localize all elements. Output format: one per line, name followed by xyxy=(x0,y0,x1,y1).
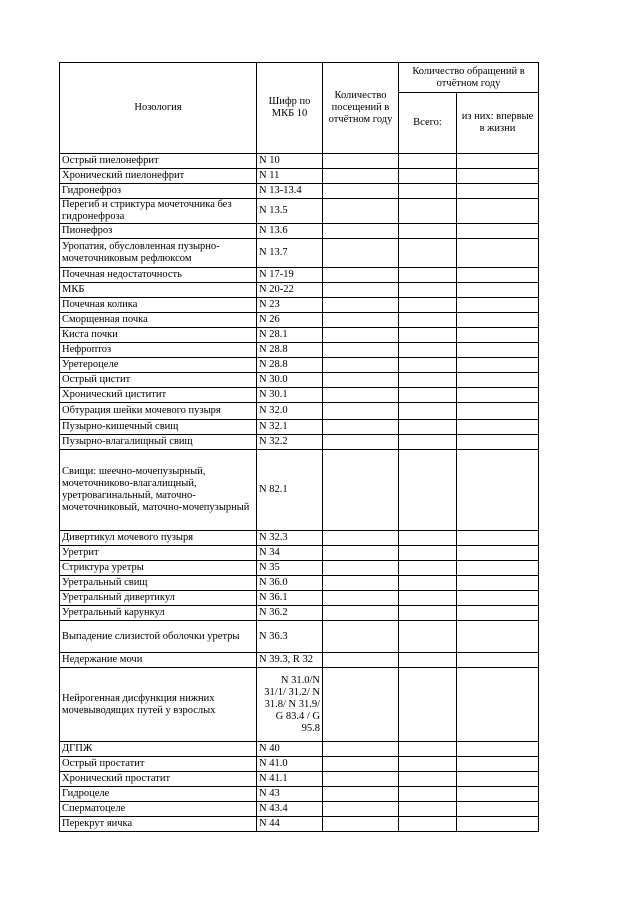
icd-code-cell: N 28.8 xyxy=(257,358,323,373)
appeals-total-cell[interactable] xyxy=(399,561,457,576)
nosology-cell: Уретральный карункул xyxy=(60,606,257,621)
table-row xyxy=(60,199,539,224)
appeals-first-cell[interactable] xyxy=(457,184,539,199)
visits-cell[interactable] xyxy=(323,591,399,606)
appeals-first-cell[interactable] xyxy=(457,546,539,561)
table-row xyxy=(60,343,539,358)
visits-cell[interactable] xyxy=(323,343,399,358)
icd-code-cell: N 32.0 xyxy=(257,403,323,420)
visits-cell[interactable] xyxy=(323,373,399,388)
table-row xyxy=(60,420,539,435)
header-appeals-first: из них: впервые в жизни xyxy=(457,93,539,154)
nosology-cell: Пионефроз xyxy=(60,224,257,239)
appeals-first-cell[interactable] xyxy=(457,343,539,358)
table-row xyxy=(60,373,539,388)
appeals-first-cell[interactable] xyxy=(457,420,539,435)
header-nosology: Нозология xyxy=(60,63,257,154)
visits-cell[interactable] xyxy=(323,199,399,224)
appeals-first-cell[interactable] xyxy=(457,757,539,772)
nosology-cell: Уропатия, обусловленная пузырно-мочеточниковым рефлюксом xyxy=(60,239,257,268)
appeals-total-cell[interactable] xyxy=(399,531,457,546)
appeals-total-cell[interactable] xyxy=(399,757,457,772)
appeals-first-cell[interactable] xyxy=(457,403,539,420)
appeals-total-cell[interactable] xyxy=(399,373,457,388)
icd-code-cell: N 32.2 xyxy=(257,435,323,450)
nosology-cell: Гидронефроз xyxy=(60,184,257,199)
visits-cell[interactable] xyxy=(323,283,399,298)
table-row xyxy=(60,546,539,561)
appeals-first-cell[interactable] xyxy=(457,313,539,328)
visits-cell[interactable] xyxy=(323,154,399,169)
nosology-report-table xyxy=(59,62,539,832)
table-row xyxy=(60,239,539,268)
visits-cell[interactable] xyxy=(323,388,399,403)
table-row xyxy=(60,298,539,313)
nosology-cell: Пузырно-влагалищный свищ xyxy=(60,435,257,450)
table-row xyxy=(60,313,539,328)
appeals-first-cell[interactable] xyxy=(457,298,539,313)
nosology-cell: Гидроцеле xyxy=(60,787,257,802)
icd-code-cell: N 13.5 xyxy=(257,199,323,224)
visits-cell[interactable] xyxy=(323,358,399,373)
table-body xyxy=(60,154,539,832)
appeals-total-cell[interactable] xyxy=(399,268,457,283)
header-visits: Количество посещений в отчётном году xyxy=(323,63,399,154)
appeals-total-cell[interactable] xyxy=(399,184,457,199)
table-row xyxy=(60,757,539,772)
appeals-total-cell[interactable] xyxy=(399,283,457,298)
nosology-cell: Выпадение слизистой оболочки уретры xyxy=(60,621,257,653)
visits-cell[interactable] xyxy=(323,531,399,546)
table-row xyxy=(60,802,539,817)
icd-code-cell: N 82.1 xyxy=(257,450,323,531)
icd-code-cell: N 36.3 xyxy=(257,621,323,653)
appeals-total-cell[interactable] xyxy=(399,388,457,403)
appeals-first-cell[interactable] xyxy=(457,606,539,621)
appeals-total-cell[interactable] xyxy=(399,420,457,435)
visits-cell[interactable] xyxy=(323,313,399,328)
appeals-total-cell[interactable] xyxy=(399,606,457,621)
visits-cell[interactable] xyxy=(323,435,399,450)
icd-code-cell: N 28.8 xyxy=(257,343,323,358)
nosology-cell: Острый пиелонефрит xyxy=(60,154,257,169)
icd-code-cell: N 35 xyxy=(257,561,323,576)
appeals-total-cell[interactable] xyxy=(399,802,457,817)
appeals-first-cell[interactable] xyxy=(457,239,539,268)
table-row xyxy=(60,606,539,621)
icd-code-cell: N 20-22 xyxy=(257,283,323,298)
appeals-first-cell[interactable] xyxy=(457,435,539,450)
icd-code-cell: N 43 xyxy=(257,787,323,802)
appeals-first-cell[interactable] xyxy=(457,154,539,169)
nosology-cell: Уретрит xyxy=(60,546,257,561)
icd-code-cell: N 40 xyxy=(257,742,323,757)
nosology-cell: Пузырно-кишечный свищ xyxy=(60,420,257,435)
appeals-first-cell[interactable] xyxy=(457,742,539,757)
table-row xyxy=(60,576,539,591)
icd-code-cell: N 41.1 xyxy=(257,772,323,787)
icd-code-cell: N 26 xyxy=(257,313,323,328)
visits-cell[interactable] xyxy=(323,772,399,787)
visits-cell[interactable] xyxy=(323,546,399,561)
icd-code-cell: N 13-13.4 xyxy=(257,184,323,199)
table-row xyxy=(60,668,539,742)
visits-cell[interactable] xyxy=(323,298,399,313)
nosology-cell: Сморщенная почка xyxy=(60,313,257,328)
appeals-first-cell[interactable] xyxy=(457,450,539,531)
visits-cell[interactable] xyxy=(323,561,399,576)
appeals-first-cell[interactable] xyxy=(457,268,539,283)
visits-cell[interactable] xyxy=(323,576,399,591)
visits-cell[interactable] xyxy=(323,787,399,802)
appeals-total-cell[interactable] xyxy=(399,546,457,561)
icd-code-cell: N 41.0 xyxy=(257,757,323,772)
nosology-cell: Дивертикул мочевого пузыря xyxy=(60,531,257,546)
table-row xyxy=(60,283,539,298)
icd-code-cell: N 43.4 xyxy=(257,802,323,817)
nosology-cell: Хронический циститит xyxy=(60,388,257,403)
visits-cell[interactable] xyxy=(323,757,399,772)
visits-cell[interactable] xyxy=(323,239,399,268)
appeals-first-cell[interactable] xyxy=(457,576,539,591)
appeals-first-cell[interactable] xyxy=(457,817,539,832)
icd-code-cell: N 34 xyxy=(257,546,323,561)
appeals-first-cell[interactable] xyxy=(457,561,539,576)
appeals-first-cell[interactable] xyxy=(457,388,539,403)
table-row xyxy=(60,328,539,343)
nosology-cell: МКБ xyxy=(60,283,257,298)
appeals-first-cell[interactable] xyxy=(457,373,539,388)
icd-code-cell: N 36.0 xyxy=(257,576,323,591)
nosology-cell: Острый простатит xyxy=(60,757,257,772)
appeals-first-cell[interactable] xyxy=(457,668,539,742)
appeals-total-cell[interactable] xyxy=(399,576,457,591)
table-row xyxy=(60,561,539,576)
icd-code-cell: N 13.6 xyxy=(257,224,323,239)
nosology-cell: Почечная колика xyxy=(60,298,257,313)
icd-code-cell: N 30.0 xyxy=(257,373,323,388)
visits-cell[interactable] xyxy=(323,450,399,531)
appeals-total-cell[interactable] xyxy=(399,787,457,802)
appeals-total-cell[interactable] xyxy=(399,313,457,328)
appeals-first-cell[interactable] xyxy=(457,531,539,546)
appeals-total-cell[interactable] xyxy=(399,817,457,832)
nosology-cell: Уретральный свищ xyxy=(60,576,257,591)
nosology-cell: Свищи: шеечно-мочепузырный, мочеточниково-влагалищный, уретровагинальный, маточно-мочеточниковый, маточно-мочепузырный xyxy=(60,450,257,531)
icd-code-cell: N 23 xyxy=(257,298,323,313)
nosology-cell: Острый цистит xyxy=(60,373,257,388)
appeals-first-cell[interactable] xyxy=(457,358,539,373)
appeals-total-cell[interactable] xyxy=(399,435,457,450)
appeals-total-cell[interactable] xyxy=(399,154,457,169)
nosology-cell: Нейрогенная дисфункция нижних мочевыводящих путей у взрослых xyxy=(60,668,257,742)
icd-code-cell: N 28.1 xyxy=(257,328,323,343)
visits-cell[interactable] xyxy=(323,420,399,435)
table-row xyxy=(60,591,539,606)
nosology-cell: Хронический пиелонефрит xyxy=(60,169,257,184)
table-row xyxy=(60,450,539,531)
visits-cell[interactable] xyxy=(323,169,399,184)
visits-cell[interactable] xyxy=(323,268,399,283)
appeals-total-cell[interactable] xyxy=(399,772,457,787)
visits-cell[interactable] xyxy=(323,621,399,653)
appeals-first-cell[interactable] xyxy=(457,802,539,817)
visits-cell[interactable] xyxy=(323,668,399,742)
table-row xyxy=(60,772,539,787)
appeals-first-cell[interactable] xyxy=(457,169,539,184)
nosology-cell: Перегиб и стриктура мочеточника без гидронефроза xyxy=(60,199,257,224)
table-row xyxy=(60,435,539,450)
table-row xyxy=(60,184,539,199)
appeals-total-cell[interactable] xyxy=(399,169,457,184)
table-row xyxy=(60,742,539,757)
icd-code-cell: N 13.7 xyxy=(257,239,323,268)
nosology-cell: Киста почки xyxy=(60,328,257,343)
table-row xyxy=(60,787,539,802)
icd-code-cell: N 36.1 xyxy=(257,591,323,606)
header-icd-code: Шифр по МКБ 10 xyxy=(257,63,323,154)
icd-code-cell: N 11 xyxy=(257,169,323,184)
appeals-first-cell[interactable] xyxy=(457,283,539,298)
nosology-cell: Сперматоцеле xyxy=(60,802,257,817)
table-row xyxy=(60,154,539,169)
icd-code-cell: N 10 xyxy=(257,154,323,169)
table-row xyxy=(60,268,539,283)
appeals-first-cell[interactable] xyxy=(457,591,539,606)
appeals-first-cell[interactable] xyxy=(457,621,539,653)
appeals-first-cell[interactable] xyxy=(457,787,539,802)
appeals-total-cell[interactable] xyxy=(399,591,457,606)
table-row xyxy=(60,169,539,184)
appeals-total-cell[interactable] xyxy=(399,224,457,239)
icd-code-cell: N 39.3, R 32 xyxy=(257,653,323,668)
appeals-total-cell[interactable] xyxy=(399,403,457,420)
appeals-first-cell[interactable] xyxy=(457,772,539,787)
nosology-cell: Недержание мочи xyxy=(60,653,257,668)
nosology-cell: Перекрут яичка xyxy=(60,817,257,832)
nosology-cell: Уретероцеле xyxy=(60,358,257,373)
nosology-cell: Почечная недостаточность xyxy=(60,268,257,283)
table-header xyxy=(60,63,539,154)
icd-code-cell: N 36.2 xyxy=(257,606,323,621)
appeals-total-cell[interactable] xyxy=(399,328,457,343)
visits-cell[interactable] xyxy=(323,606,399,621)
visits-cell[interactable] xyxy=(323,653,399,668)
nosology-cell: Уретральный дивертикул xyxy=(60,591,257,606)
visits-cell[interactable] xyxy=(323,802,399,817)
visits-cell[interactable] xyxy=(323,184,399,199)
appeals-total-cell[interactable] xyxy=(399,653,457,668)
appeals-total-cell[interactable] xyxy=(399,199,457,224)
nosology-cell: ДГПЖ xyxy=(60,742,257,757)
appeals-first-cell[interactable] xyxy=(457,328,539,343)
nosology-cell: Хронический простатит xyxy=(60,772,257,787)
header-appeals: Количество обращений в отчётном году xyxy=(399,63,539,93)
visits-cell[interactable] xyxy=(323,224,399,239)
visits-cell[interactable] xyxy=(323,403,399,420)
table-row xyxy=(60,531,539,546)
appeals-total-cell[interactable] xyxy=(399,239,457,268)
appeals-total-cell[interactable] xyxy=(399,358,457,373)
icd-code-cell: N 17-19 xyxy=(257,268,323,283)
nosology-cell: Нефроптоз xyxy=(60,343,257,358)
icd-code-cell: N 31.0/N 31/1/ 31.2/ N 31.8/ N 31.9/ G 83.4 / G 95.8 xyxy=(257,668,323,742)
appeals-total-cell[interactable] xyxy=(399,668,457,742)
appeals-first-cell[interactable] xyxy=(457,199,539,224)
nosology-cell: Обтурация шейки мочевого пузыря xyxy=(60,403,257,420)
appeals-total-cell[interactable] xyxy=(399,343,457,358)
icd-code-cell: N 44 xyxy=(257,817,323,832)
table-row xyxy=(60,224,539,239)
appeals-total-cell[interactable] xyxy=(399,742,457,757)
visits-cell[interactable] xyxy=(323,328,399,343)
visits-cell[interactable] xyxy=(323,742,399,757)
appeals-total-cell[interactable] xyxy=(399,298,457,313)
icd-code-cell: N 30.1 xyxy=(257,388,323,403)
table-row xyxy=(60,403,539,420)
visits-cell[interactable] xyxy=(323,817,399,832)
nosology-cell: Стриктура уретры xyxy=(60,561,257,576)
icd-code-cell: N 32.1 xyxy=(257,420,323,435)
icd-code-cell: N 32.3 xyxy=(257,531,323,546)
table-row xyxy=(60,388,539,403)
table-row xyxy=(60,653,539,668)
appeals-first-cell[interactable] xyxy=(457,224,539,239)
appeals-total-cell[interactable] xyxy=(399,450,457,531)
header-appeals-total: Всего: xyxy=(399,93,457,154)
table-row xyxy=(60,358,539,373)
appeals-total-cell[interactable] xyxy=(399,621,457,653)
appeals-first-cell[interactable] xyxy=(457,653,539,668)
table-row xyxy=(60,621,539,653)
table-row xyxy=(60,817,539,832)
